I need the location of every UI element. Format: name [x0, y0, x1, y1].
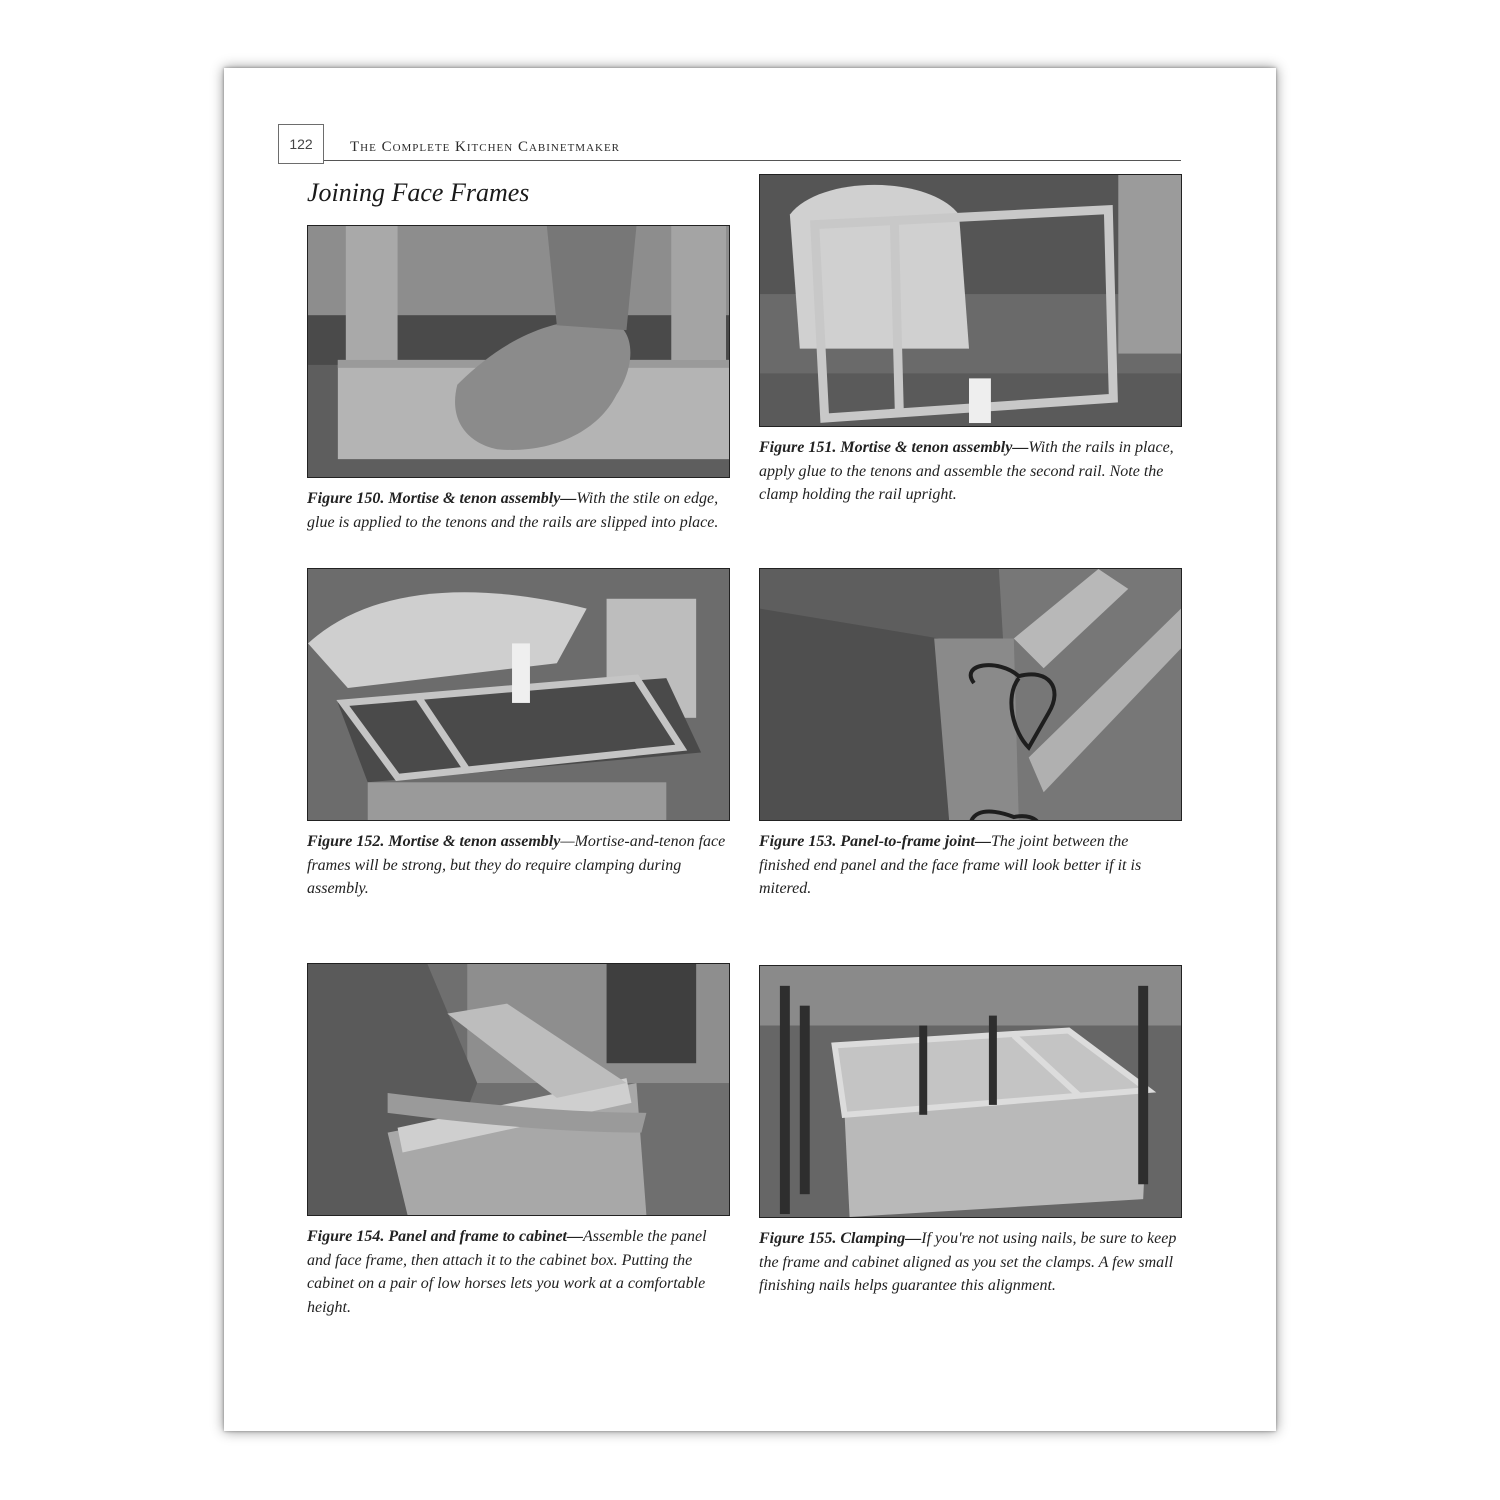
figure-151-illustration — [760, 175, 1181, 426]
figure-155-photo — [759, 965, 1182, 1218]
figure-150-caption — [307, 487, 730, 534]
section-title: Joining Face Frames — [307, 178, 530, 207]
figure-title: Mortise & tenon assembly— — [388, 490, 577, 507]
figure-150 — [307, 225, 730, 534]
figure-number: Figure 153. — [759, 833, 837, 850]
figure-number: Figure 152. — [307, 833, 385, 850]
figure-number: Figure 150. — [307, 490, 385, 507]
figure-155-illustration — [760, 966, 1181, 1217]
page-number: 122 — [278, 124, 324, 164]
figure-154-photo — [307, 963, 730, 1216]
figure-number: Figure 155. — [759, 1230, 837, 1247]
figure-151-photo — [759, 174, 1182, 427]
figure-150-photo — [307, 225, 730, 478]
figure-154-illustration — [308, 964, 729, 1215]
figure-152-caption — [307, 830, 730, 901]
figure-text: —Mortise-and-tenon face frames will be strong, but they do require clamping during assembly. — [307, 833, 726, 897]
figure-151-caption — [759, 436, 1182, 507]
book-page — [224, 68, 1276, 1431]
figure-155-caption — [759, 1227, 1182, 1298]
figure-title: Panel-to-frame joint— — [840, 833, 991, 850]
figure-151 — [759, 174, 1182, 507]
figure-title: Mortise & tenon assembly — [388, 833, 561, 850]
header-rule — [324, 160, 1181, 161]
figure-150-illustration — [308, 226, 729, 477]
figure-number: Figure 154. — [307, 1228, 385, 1245]
figure-title: Clamping— — [840, 1230, 922, 1247]
figure-153-photo — [759, 568, 1182, 821]
figure-text: With the rails in place, apply glue to the tenons and assemble the second rail. Note the clamp holding the rail upright. — [759, 439, 1174, 503]
figure-text: With the stile on edge, glue is applied to the tenons and the rails are slipped into place. — [307, 490, 719, 531]
figure-title: Panel and frame to cabinet— — [388, 1228, 583, 1245]
figure-text: If you're not using nails, be sure to keep the frame and cabinet aligned as you set the clamps. A few small finishing nails helps guarantee this alignment. — [759, 1230, 1177, 1294]
figure-155 — [759, 965, 1182, 1298]
figure-154-caption — [307, 1225, 730, 1319]
figure-153-caption — [759, 830, 1182, 901]
figure-number: Figure 151. — [759, 439, 837, 456]
figure-152-illustration — [308, 569, 729, 820]
figure-text: The joint between the finished end panel and the face frame will look better if it is mitered. — [759, 833, 1142, 897]
figure-153-illustration — [760, 569, 1181, 820]
figure-text: Assemble the panel and face frame, then attach it to the cabinet box. Putting the cabinet on a pair of low horses lets you work at a comfortable height. — [307, 1228, 707, 1316]
figure-153 — [759, 568, 1182, 901]
figure-154 — [307, 963, 730, 1319]
figure-152 — [307, 568, 730, 901]
running-head: The Complete Kitchen Cabinetmaker — [350, 139, 621, 155]
figure-152-photo — [307, 568, 730, 821]
figure-title: Mortise & tenon assembly— — [840, 439, 1029, 456]
